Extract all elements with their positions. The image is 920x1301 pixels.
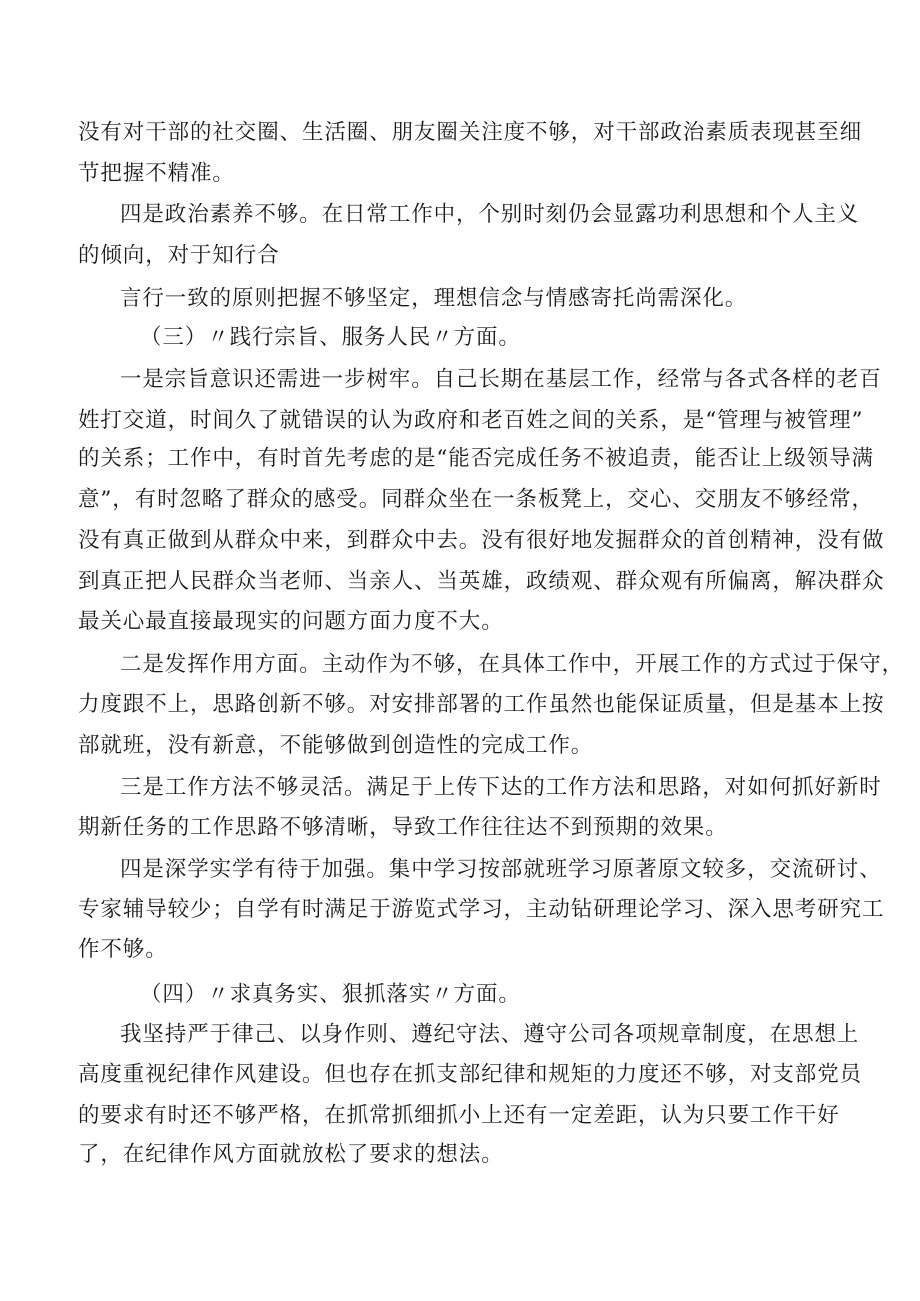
text-line: 没有真正做到从群众中来，到群众中去。没有很好地发掘群众的首创精神，没有做 — [78, 528, 885, 553]
text-line: 四是深学实学有待于加强。集中学习按部就班学习原著原文较多，交流研讨、 — [120, 857, 882, 882]
section-heading: （四）〃求真务实、狠抓落实〃方面。 — [140, 982, 521, 1007]
section-heading: （三）〃践行宗旨、服务人民〃方面。 — [140, 325, 521, 350]
text-line: 言行一致的原则把握不够坚定，理想信念与情感寄托尚需深化。 — [120, 286, 748, 311]
text-line: 高度重视纪律作风建设。但也存在抓支部纪律和规矩的力度还不够，对支部党员 — [78, 1062, 863, 1087]
text-line: 节把握不精准。 — [78, 161, 235, 186]
text-line: 最关心最直接最现实的问题方面力度不大。 — [78, 609, 504, 634]
text-line: 到真正把人民群众当老师、当亲人、当英雄，政绩观、群众观有所偏离，解决群众 — [78, 569, 885, 594]
text-line: 我坚持严于律己、以身作则、遵纪守法、遵守公司各项规章制度，在思想上 — [120, 1022, 860, 1047]
text-line: 力度跟不上，思路创新不够。对安排部署的工作虽然也能保证质量，但是基本上按 — [78, 692, 885, 717]
text-line: 期新任务的工作思路不够清晰，导致工作往往达不到预期的效果。 — [78, 815, 728, 840]
text-line: 一是宗旨意识还需进一步树牢。自己长期在基层工作，经常与各式各样的老百 — [120, 367, 882, 392]
text-line: 二是发挥作用方面。主动作为不够，在具体工作中，开展工作的方式过于保守， — [120, 652, 905, 677]
text-line: 三是工作方法不够灵活。满足于上传下达的工作方法和思路，对如何抓好新时 — [120, 775, 882, 800]
text-line: 部就班，没有新意，不能够做到创造性的完成工作。 — [78, 733, 594, 758]
text-line: 没有对干部的社交圈、生活圈、朋友圈关注度不够，对干部政治素质表现甚至细 — [78, 120, 863, 145]
text-line: 的要求有时还不够严格，在抓常抓细抓小上还有一定差距，认为只要工作干好 — [78, 1103, 840, 1128]
text-line: 了，在纪律作风方面就放松了要求的想法。 — [78, 1142, 504, 1167]
text-line: 的倾向，对于知行合 — [78, 243, 280, 268]
text-line: 姓打交道，时间久了就错误的认为政府和老百姓之间的关系，是“管理与被管理” — [78, 408, 864, 433]
text-line: 的关系；工作中，有时首先考虑的是“能否完成任务不被追责，能否让上级领导满 — [78, 446, 874, 471]
text-line: 四是政治素养不够。在日常工作中，个别时刻仍会显露功利思想和个人主义 — [120, 202, 860, 227]
text-line: 专家辅导较少；自学有时满足于游览式学习，主动钻研理论学习、深入思考研究工 — [78, 897, 885, 922]
text-line: 作不够。 — [78, 937, 168, 962]
text-line: 意”，有时忽略了群众的感受。同群众坐在一条板凳上，交心、交朋友不够经常， — [78, 487, 874, 512]
